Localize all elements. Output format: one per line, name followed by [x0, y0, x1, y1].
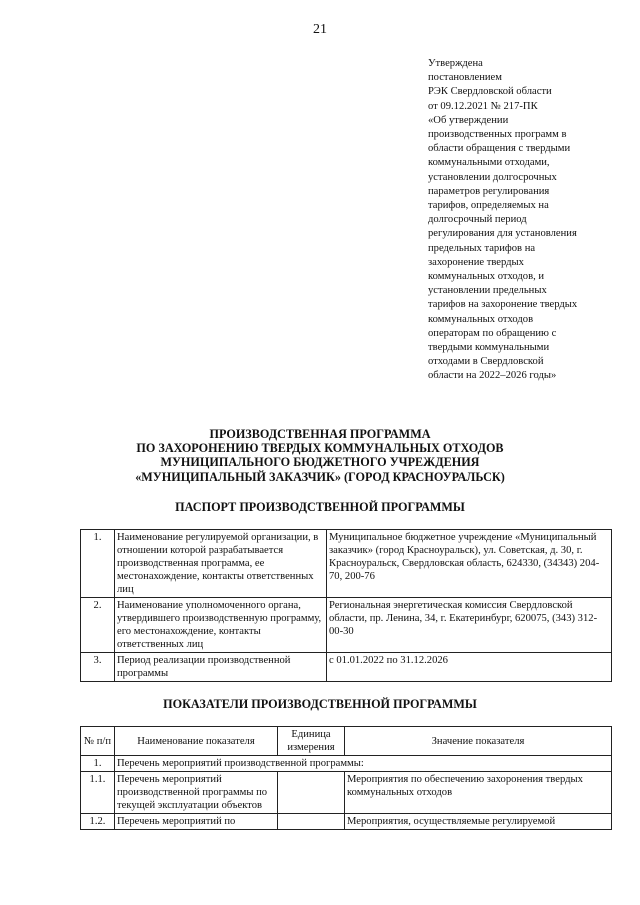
row-number: 1. [81, 756, 115, 772]
row-number: 3. [81, 653, 115, 682]
approval-line: коммунальных отходов [428, 313, 534, 325]
approval-line: Утверждена [428, 58, 483, 69]
row-label: Период реализации производственной программы [115, 653, 327, 682]
header-name: Наименование показателя [115, 727, 278, 756]
row-value: с 01.01.2022 по 31.12.2026 [327, 653, 612, 682]
row-label: Наименование уполномоченного органа, утвердившего производственную программу, его местонахождение, контакты ответственных лиц [115, 598, 327, 653]
program-title-line: ПО ЗАХОРОНЕНИЮ ТВЕРДЫХ КОММУНАЛЬНЫХ ОТХОДОВ [136, 441, 504, 456]
approval-line: тарифов на захоронение твердых [428, 299, 578, 311]
approval-line: регулирования для установления [428, 228, 577, 240]
table-row [81, 814, 612, 830]
approval-line: от 09.12.2021 № 217-ПК [428, 100, 538, 112]
row-number: 1.1. [81, 772, 115, 814]
indicators-table [80, 726, 612, 830]
table-row [81, 653, 612, 682]
page-number: 21 [313, 22, 327, 37]
row-number: 2. [81, 598, 115, 653]
row-value: Мероприятия по обеспечению захоронения твердых коммунальных отходов [345, 772, 612, 814]
table-row [81, 772, 612, 814]
table-header-row [81, 727, 612, 756]
indicators-title: ПОКАЗАТЕЛИ ПРОИЗВОДСТВЕННОЙ ПРОГРАММЫ [163, 697, 477, 711]
program-title [0, 427, 640, 484]
row-label: Наименование регулируемой организации, в отношении которой разрабатывается производственная программа, ее местонахождение, контакты ответственных лиц [115, 530, 327, 598]
approval-line: области обращения с твердыми [428, 143, 571, 155]
approval-line: установлении долгосрочных [428, 171, 557, 183]
approval-line: твердыми коммунальными [428, 342, 550, 354]
row-name: Перечень мероприятий по [115, 814, 278, 830]
row-value: Муниципальное бюджетное учреждение «Муниципальный заказчик» (город Красноуральск), ул. Советская, д. 30, г. Красноуральск, Свердловская область, 624330, (34343) 204-70, 200-76 [327, 530, 612, 598]
approval-line: постановлением [428, 72, 502, 84]
approval-line: захоронение твердых [428, 256, 524, 268]
approval-line: отходами в Свердловской [428, 356, 544, 368]
passport-title: ПАСПОРТ ПРОИЗВОДСТВЕННОЙ ПРОГРАММЫ [175, 500, 465, 514]
approval-line: коммунальными отходами, [428, 157, 550, 169]
row-unit [278, 772, 345, 814]
approval-line: производственных программ в [428, 129, 567, 141]
approval-line: РЭК Свердловской области [428, 86, 552, 98]
header-number: № п/п [81, 727, 115, 756]
section-row [81, 756, 612, 772]
header-unit: Единица измерения [278, 727, 345, 756]
approval-line: тарифов, определяемых на [428, 200, 549, 212]
row-unit [278, 814, 345, 830]
header-value: Значение показателя [345, 727, 612, 756]
approval-line: параметров регулирования [428, 185, 550, 197]
approval-line: установлении предельных [428, 285, 547, 297]
approval-line: области на 2022–2026 годы» [428, 370, 557, 382]
program-title-line: МУНИЦИПАЛЬНОГО БЮДЖЕТНОГО УЧРЕЖДЕНИЯ [160, 455, 480, 470]
row-number: 1.2. [81, 814, 115, 830]
approval-line: предельных тарифов на [428, 242, 536, 254]
approval-line: операторам по обращению с [428, 327, 557, 339]
table-row [81, 598, 612, 653]
passport-table [80, 529, 612, 682]
approval-line: долгосрочный период [428, 214, 527, 226]
program-title-line: ПРОИЗВОДСТВЕННАЯ ПРОГРАММА [209, 427, 431, 441]
program-title-line: «МУНИЦИПАЛЬНЫЙ ЗАКАЗЧИК» (ГОРОД КРАСНОУРАЛЬСК) [135, 469, 505, 484]
approval-block [428, 57, 628, 384]
row-value: Мероприятия, осуществляемые регулируемой [345, 814, 612, 830]
row-name: Перечень мероприятий производственной программы по текущей эксплуатации объектов [115, 772, 278, 814]
section-label: Перечень мероприятий производственной программы: [115, 756, 612, 772]
approval-line: коммунальных отходов, и [428, 271, 545, 283]
table-row [81, 530, 612, 598]
approval-line: «Об утверждении [428, 114, 509, 126]
row-value: Региональная энергетическая комиссия Свердловской области, пр. Ленина, 34, г. Екатеринбург, 620075, (343) 312-00-30 [327, 598, 612, 653]
row-number: 1. [81, 530, 115, 598]
